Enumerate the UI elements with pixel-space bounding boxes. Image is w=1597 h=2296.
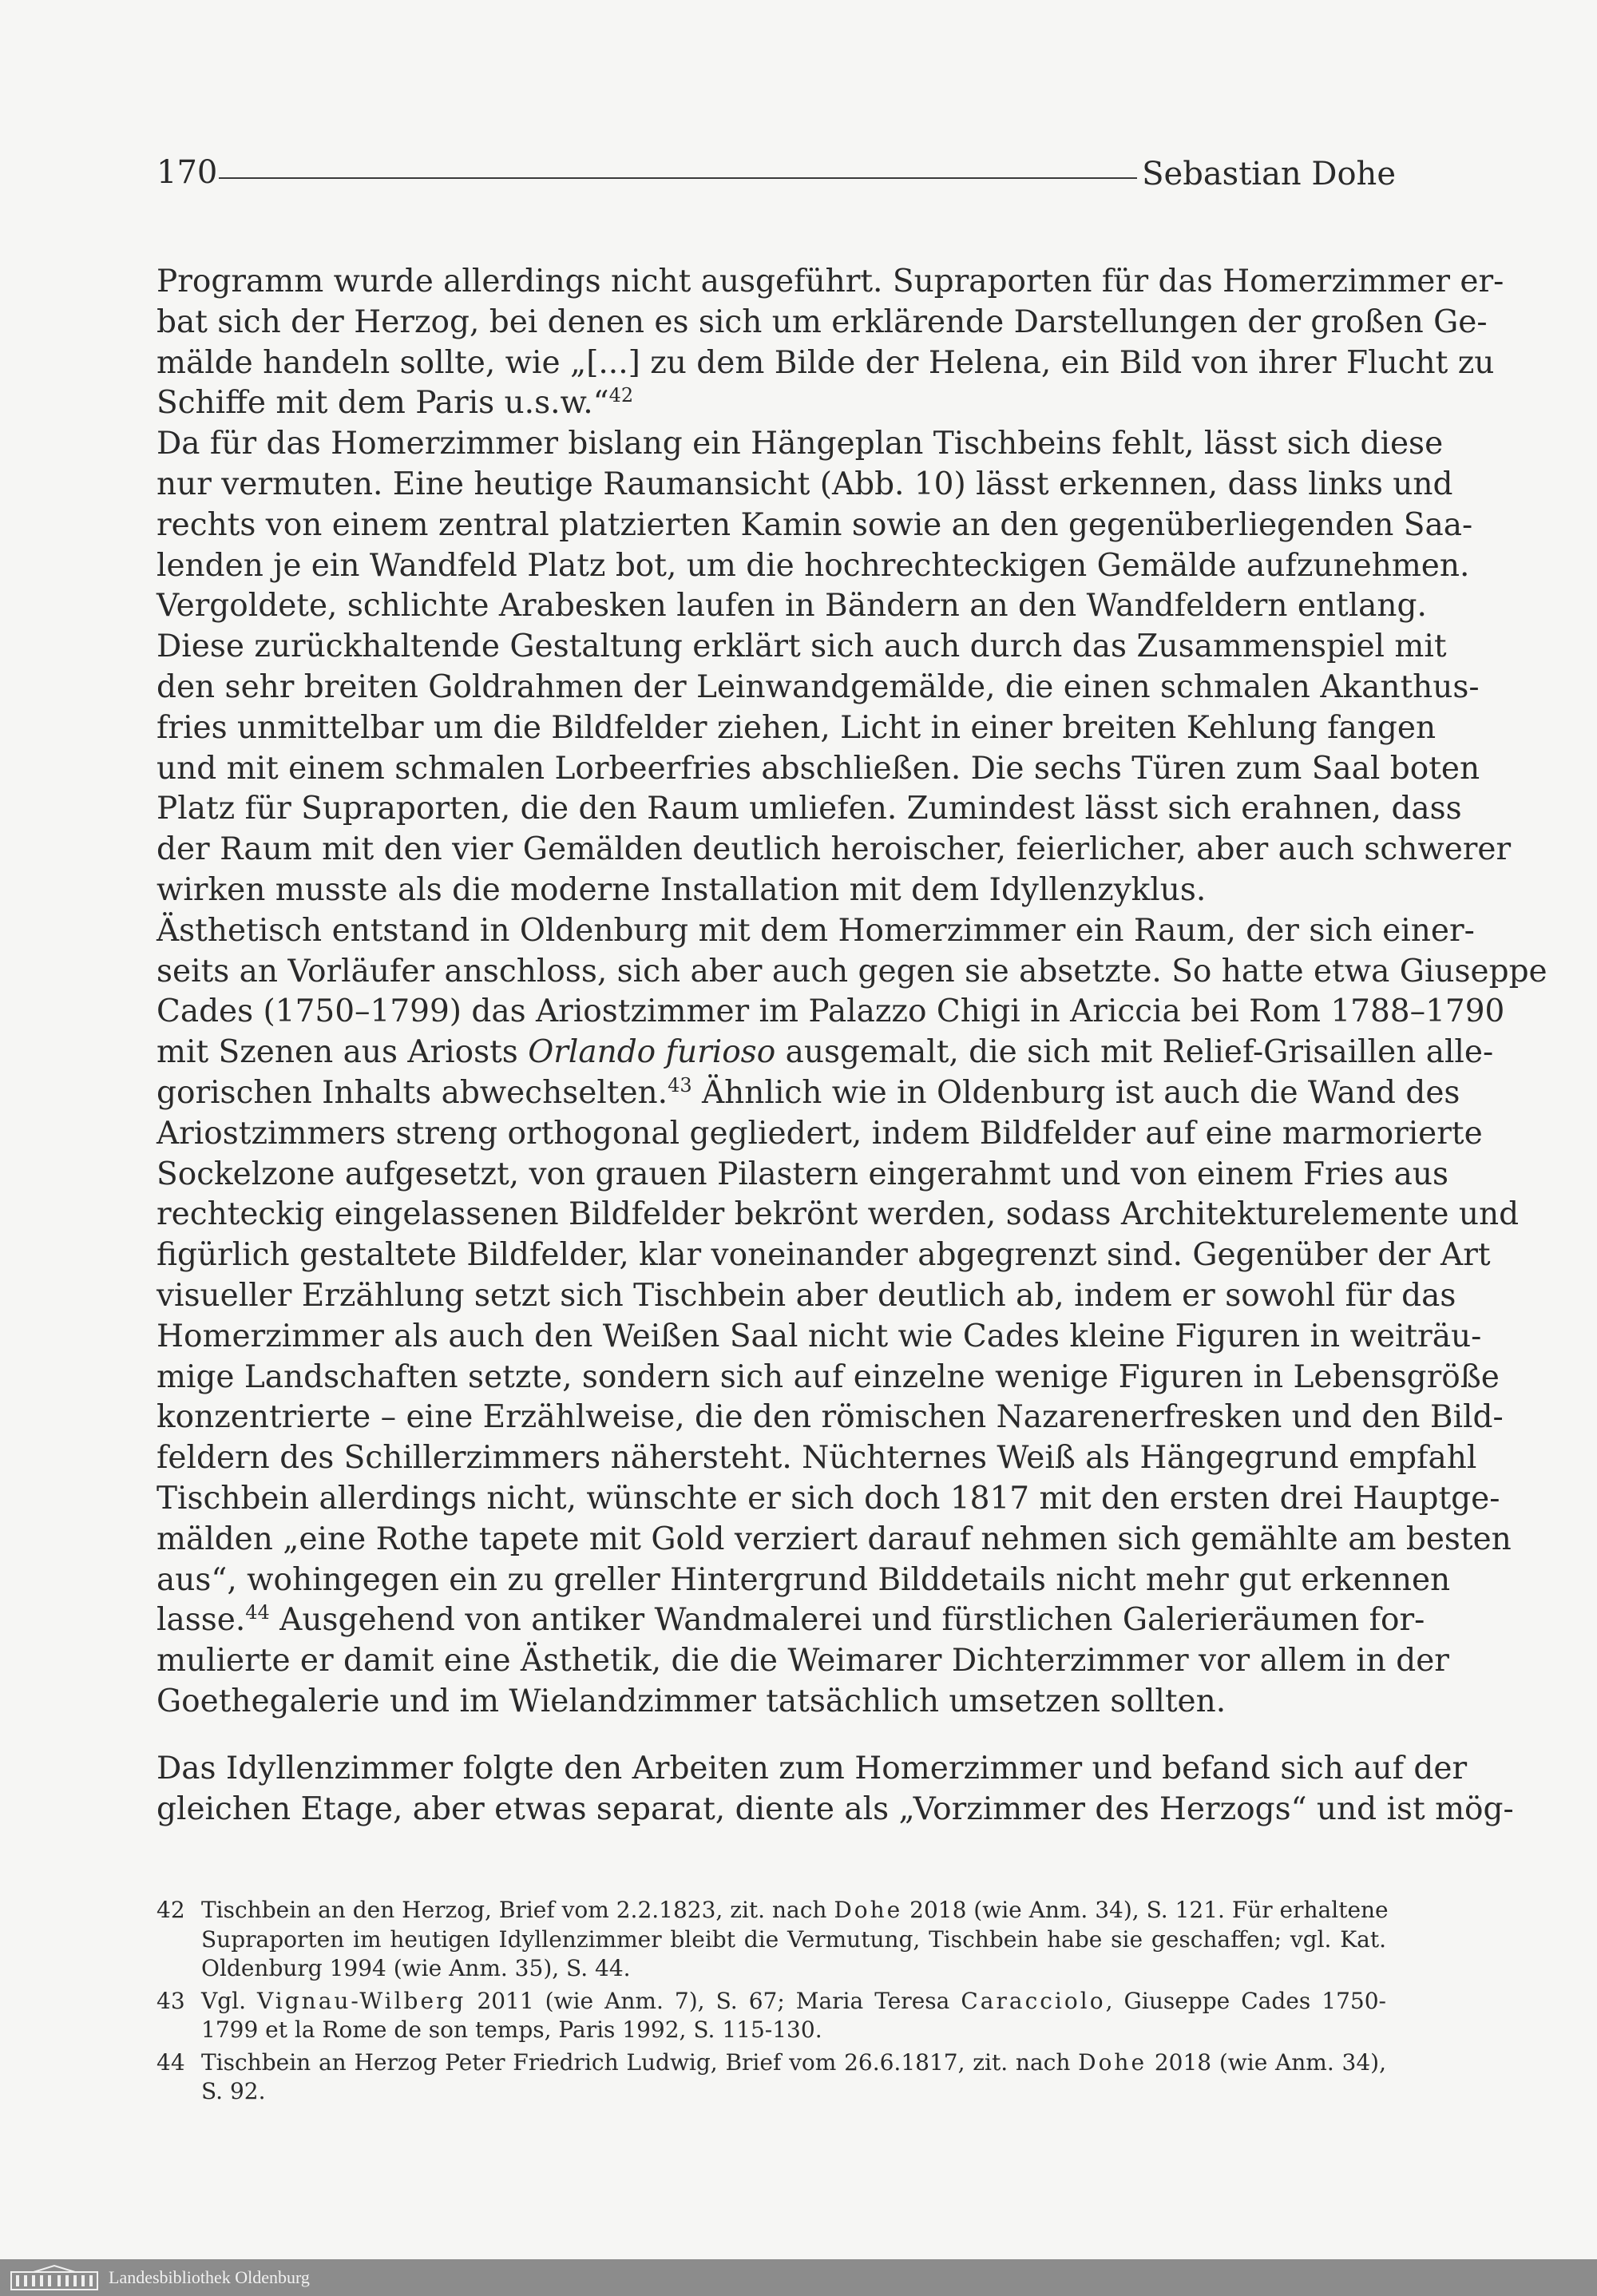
footnote-ref-42: 42 xyxy=(608,384,634,407)
running-author: Sebastian Dohe xyxy=(1142,156,1396,192)
body-text-block xyxy=(157,1749,1514,1830)
text-line: Goethegalerie und im Wielandzimmer tatsächlich umsetzen sollten. xyxy=(157,1683,1226,1719)
footnote-ref-43: 43 xyxy=(668,1073,692,1096)
library-footer xyxy=(0,2259,1597,2296)
text-line: Diese zurückhaltende Gestaltung erklärt sich auch durch das Zusammenspiel mit xyxy=(157,629,1447,665)
text-line: bat sich der Herzog, bei denen es sich um erklärende Darstellungen der großen Ge- xyxy=(157,303,1488,340)
footnote-43 xyxy=(157,1987,1386,2045)
work-title: Orlando furioso xyxy=(528,1034,776,1071)
text-line: Ariostzimmers streng orthogonal gegliedert, indem Bildfelder auf eine marmorierte xyxy=(157,1115,1483,1152)
text-line: Tischbein allerdings nicht, wünschte er sich doch 1817 mit den ersten drei Hauptge- xyxy=(157,1480,1500,1517)
author-name: Dohe xyxy=(1078,2048,1147,2076)
text-line: Programm wurde allerdings nicht ausgeführt. Supraporten für das Homerzimmer er- xyxy=(157,264,1504,299)
header-rule xyxy=(219,177,1137,179)
text-line: Homerzimmer als auch den Weißen Saal nicht wie Cades kleine Figuren in weiträu- xyxy=(157,1318,1482,1354)
text-line: mige Landschaften setzte, sondern sich auf einzelne wenige Figuren in Lebensgröße xyxy=(157,1358,1500,1395)
footnote-line: Vgl. Vignau-Wilberg 2011 (wie Anm. 7), S. 67; Maria Teresa Caracciolo, Giuseppe Cades 1750- xyxy=(201,1987,1386,2014)
footnote-line: Oldenburg 1994 (wie Anm. 35), S. 44. xyxy=(201,1955,631,1981)
footnote-line: Tischbein an Herzog Peter Friedrich Ludwig, Brief vom 26.6.1817, zit. nach Dohe 2018 (wie Anm. 34), xyxy=(201,2048,1386,2076)
text-line: konzentrierte – eine Erzählweise, die den römischen Nazarenerfresken und den Bild- xyxy=(157,1399,1504,1436)
running-header xyxy=(157,153,1396,201)
text-line: den sehr breiten Goldrahmen der Leinwandgemälde, die einen schmalen Akanthus- xyxy=(157,668,1480,705)
text-line: seits an Vorläufer anschloss, sich aber auch gegen sie absetzte. So hatte etwa Giuseppe xyxy=(157,953,1547,989)
author-name: Caracciolo xyxy=(961,1987,1106,2014)
footnote-number: 42 xyxy=(157,1897,185,1923)
text-line: aus“, wohingegen ein zu greller Hintergrund Bilddetails nicht mehr gut erkennen xyxy=(157,1561,1451,1598)
text-line: wirken musste als die moderne Installation mit dem Idyllenzyklus. xyxy=(157,871,1207,908)
text-line: Cades (1750–1799) das Ariostzimmer im Palazzo Chigi in Ariccia bei Rom 1788–1790 xyxy=(157,993,1505,1030)
footnote-number: 43 xyxy=(157,1987,185,2014)
text-line: Schiffe mit dem Paris u.s.w.“$^{42}$ xyxy=(157,384,634,422)
library-name: Landesbibliothek Oldenburg xyxy=(109,2267,310,2287)
text-line: Platz für Supraporten, die den Raum umliefen. Zumindest lässt sich erahnen, dass xyxy=(157,791,1462,827)
library-building-icon xyxy=(10,2264,99,2291)
author-name: Dohe xyxy=(834,1897,903,1923)
text-line: feldern des Schillerzimmers nähersteht. Nüchternes Weiß als Hängegrund empfahl xyxy=(157,1440,1477,1477)
text-line: Das Idyllenzimmer folgte den Arbeiten zum Homerzimmer und befand sich auf der xyxy=(157,1751,1468,1786)
text-line: gorischen Inhalts abwechselten.$^{43}$ Ähnlich wie in Oldenburg ist auch die Wand des xyxy=(157,1073,1460,1111)
footnote-line: Supraporten im heutigen Idyllenzimmer bleibt die Vermutung, Tischbein habe sie geschaffen; vgl. Kat. xyxy=(201,1925,1386,1953)
footnote-44 xyxy=(157,2048,1386,2107)
text-line: Sockelzone aufgesetzt, von grauen Pilastern eingerahmt und von einem Fries aus xyxy=(157,1156,1449,1192)
footnote-line: 1799 et la Rome de son temps, Paris 1992, S. 115-130. xyxy=(201,2016,822,2043)
body-text-block xyxy=(157,262,1547,1723)
text-line: gleichen Etage, aber etwas separat, diente als „Vorzimmer des Herzogs“ und ist mög- xyxy=(157,1790,1514,1827)
text-line: figürlich gestaltete Bildfelder, klar voneinander abgegrenzt sind. Gegenüber der Art xyxy=(157,1237,1491,1274)
text-line: und mit einem schmalen Lorbeerfries abschließen. Die sechs Türen zum Saal boten xyxy=(157,750,1480,787)
text-line: nur vermuten. Eine heutige Raumansicht (Abb. 10) lässt erkennen, dass links und xyxy=(157,466,1453,502)
text-line: mälde handeln sollte, wie „[...] zu dem Bilde der Helena, ein Bild von ihrer Flucht zu xyxy=(157,344,1495,381)
text-line: rechts von einem zentral platzierten Kamin sowie an den gegenüberliegenden Saa- xyxy=(157,506,1473,543)
footnote-ref-44: 44 xyxy=(245,1601,270,1624)
author-name: Vignau-Wilberg xyxy=(257,1987,466,2014)
page-number: 170 xyxy=(157,154,218,191)
text-line: rechteckig eingelassenen Bildfelder bekrönt werden, sodass Architekturelemente und xyxy=(157,1196,1520,1233)
footnote-line: Tischbein an den Herzog, Brief vom 2.2.1823, zit. nach Dohe 2018 (wie Anm. 34), S. 121. Für erhaltene xyxy=(201,1897,1389,1923)
footnote-42 xyxy=(157,1896,1389,1984)
footnote-number: 44 xyxy=(157,2048,185,2076)
text-line: Da für das Homerzimmer bislang ein Hängeplan Tischbeins fehlt, lässt sich diese xyxy=(157,426,1444,462)
text-line: lasse.$^{44}$ Ausgehend von antiker Wandmalerei und fürstlichen Galerieräumen for- xyxy=(157,1601,1425,1639)
text-line: mit Szenen aus Ariosts Orlando furioso ausgemalt, die sich mit Relief-Grisaillen alle- xyxy=(157,1034,1494,1071)
text-line: der Raum mit den vier Gemälden deutlich heroischer, feierlicher, aber auch schwerer xyxy=(157,831,1512,868)
text-line: lenden je ein Wandfeld Platz bot, um die hochrechteckigen Gemälde aufzunehmen. xyxy=(157,547,1470,584)
text-line: mulierte er damit eine Ästhetik, die die Weimarer Dichterzimmer vor allem in der xyxy=(157,1643,1449,1679)
text-line: mälden „eine Rothe tapete mit Gold verziert darauf nehmen sich gemählte am besten xyxy=(157,1521,1512,1557)
text-line: Vergoldete, schlichte Arabesken laufen in Bändern an den Wandfeldern entlang. xyxy=(157,588,1427,625)
text-line: fries unmittelbar um die Bildfelder ziehen, Licht in einer breiten Kehlung fangen xyxy=(157,709,1437,746)
text-line: Ästhetisch entstand in Oldenburg mit dem Homerzimmer ein Raum, der sich einer- xyxy=(157,912,1475,949)
footnote-line: S. 92. xyxy=(201,2078,266,2104)
text-line: visueller Erzählung setzt sich Tischbein aber deutlich ab, indem er sowohl für das xyxy=(157,1277,1456,1314)
footnotes xyxy=(157,1896,1389,2110)
